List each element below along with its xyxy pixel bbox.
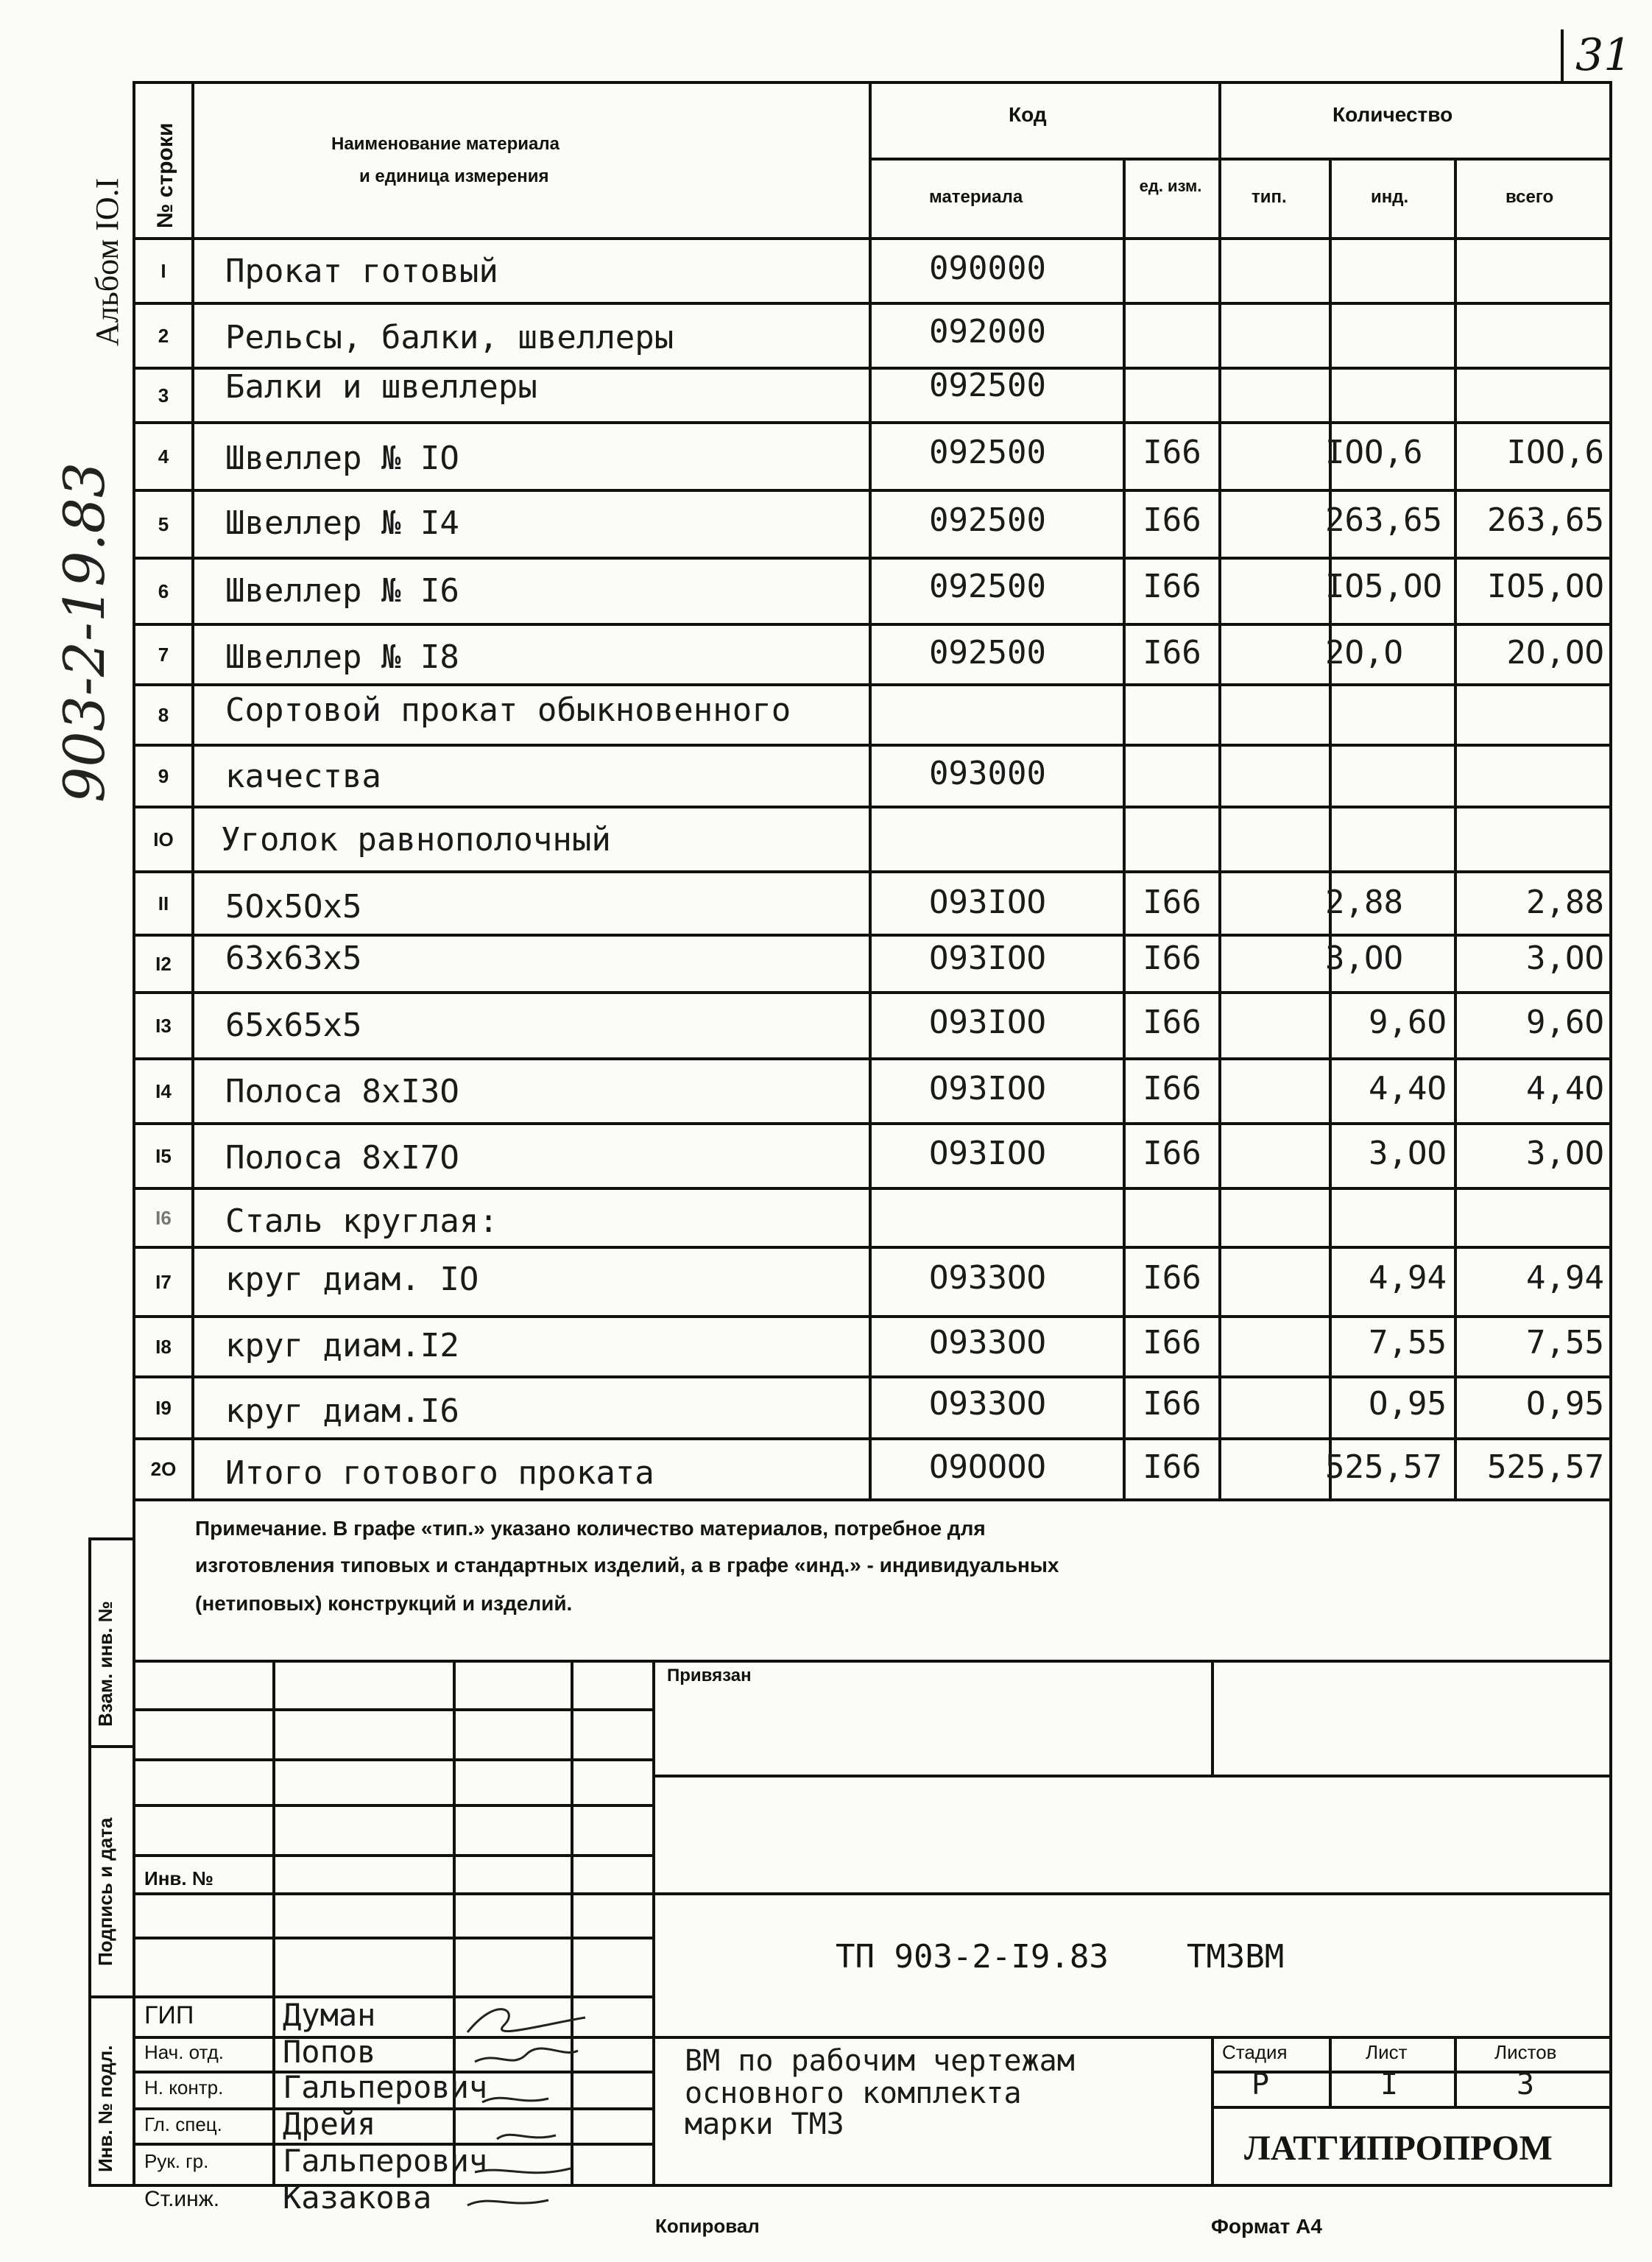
title-line: основного комплекта <box>685 2076 1022 2110</box>
unit-code: I66 <box>1143 1258 1201 1297</box>
qty-total: 9,6O <box>1526 1003 1604 1041</box>
material-code: 092500 <box>929 433 1046 471</box>
unit-code: I66 <box>1143 1134 1201 1172</box>
role-label: Н. контр. <box>144 2076 224 2099</box>
qty-ind: 9,6O <box>1369 1003 1447 1041</box>
row-number: I4 <box>155 1079 172 1102</box>
document-code: ТП 903-2-I9.83 ТМЗВМ <box>836 1938 1285 1976</box>
row-number: 9 <box>158 764 169 787</box>
signatures-graphic <box>453 1981 600 2216</box>
qty-ind: 7,55 <box>1369 1323 1447 1361</box>
header-qty-total: всего <box>1505 187 1554 207</box>
row-number: 3 <box>158 384 169 406</box>
unit-code: I66 <box>1143 1003 1201 1041</box>
qty-ind: 4,94 <box>1369 1258 1447 1297</box>
qty-total: 2,88 <box>1526 883 1604 921</box>
unit-code: I66 <box>1143 633 1201 672</box>
header-qty-ind: инд. <box>1371 187 1409 207</box>
row-number: I5 <box>155 1144 172 1167</box>
material-code: 092000 <box>929 312 1046 350</box>
qty-total: IOO,6 <box>1506 433 1604 471</box>
row-number: 6 <box>158 579 169 602</box>
sheet-value: I <box>1380 2068 1399 2101</box>
qty-total: 525,57 <box>1487 1448 1604 1486</box>
material-name: круг диам. IO <box>225 1260 479 1298</box>
sheets-value: 3 <box>1517 2068 1535 2101</box>
role-label: Ст.инж. <box>144 2187 220 2211</box>
qty-total: IO5,OO <box>1487 567 1604 605</box>
qty-ind: 263,65 <box>1325 501 1442 539</box>
row-number: 7 <box>158 643 169 666</box>
organization-name: ЛАТГИПРОПРОМ <box>1244 2129 1553 2168</box>
qty-ind: O,95 <box>1369 1384 1447 1423</box>
material-name: круг диам.I2 <box>225 1326 459 1364</box>
unit-code: I66 <box>1143 1069 1201 1107</box>
unit-code: I66 <box>1143 939 1201 977</box>
signatory-name: Думан <box>283 1997 376 2033</box>
header-code-unit: ед. изм. <box>1139 177 1202 195</box>
material-code: 092500 <box>929 633 1046 672</box>
qty-ind: IOO,6 <box>1325 433 1423 471</box>
album-label: Альбом IO.I <box>89 177 125 346</box>
sheet-label: Лист <box>1366 2041 1408 2063</box>
qty-total: 2O,OO <box>1506 633 1604 672</box>
header-qty-typ: тип. <box>1252 187 1287 207</box>
title-line: ВМ по рабочим чертежам <box>685 2044 1075 2078</box>
note-line: изготовления типовых и стандартных изделий, а в графе «инд.» - индивидуальных <box>195 1554 1059 1576</box>
signatory-name: Гальперович <box>283 2069 488 2105</box>
material-code: O93IOO <box>929 1003 1046 1041</box>
role-label: ГИП <box>144 2001 194 2029</box>
format-label: Формат А4 <box>1211 2215 1322 2238</box>
header-name-line2: и единица измерения <box>359 166 549 186</box>
qty-total: 263,65 <box>1487 501 1604 539</box>
qty-total: O,95 <box>1526 1384 1604 1423</box>
material-name: Швеллер № I4 <box>225 504 459 542</box>
header-code: Код <box>1009 103 1047 126</box>
header-quantity: Количество <box>1332 103 1453 126</box>
unit-code: I66 <box>1143 1323 1201 1361</box>
material-code: 090000 <box>929 249 1046 287</box>
row-number: I9 <box>155 1396 172 1419</box>
qty-total: 3,OO <box>1526 1134 1604 1172</box>
inv-no-label: Инв. № <box>144 1867 213 1889</box>
qty-ind: IO5,OO <box>1325 567 1442 605</box>
material-name: Прокат готовый <box>225 252 498 290</box>
material-name: Итого готового проката <box>225 1454 654 1492</box>
privyazan-label: Привязан <box>667 1666 752 1685</box>
qty-ind: 2,88 <box>1325 883 1403 921</box>
qty-ind: 525,57 <box>1325 1448 1442 1486</box>
material-code: 093000 <box>929 754 1046 792</box>
handwritten-code: 903-2-19.83 <box>52 462 117 803</box>
unit-code: I66 <box>1143 883 1201 921</box>
inv-podl-label: Инв. № подл. <box>94 2045 116 2172</box>
material-name: Полоса 8хI3O <box>225 1072 459 1110</box>
unit-code: I66 <box>1143 1384 1201 1423</box>
signature-date-label: Подпись и дата <box>94 1817 116 1966</box>
unit-code: I66 <box>1143 567 1201 605</box>
material-name: Рельсы, балки, швеллеры <box>225 318 674 356</box>
material-code: O93IOO <box>929 883 1046 921</box>
material-name: 5Ох5Ох5 <box>225 887 362 926</box>
role-label: Гл. спец. <box>144 2113 222 2135</box>
row-number: 2O <box>150 1458 177 1480</box>
material-code: O93IOO <box>929 939 1046 977</box>
note-line: Примечание. В графе «тип.» указано количество материалов, потребное для <box>195 1517 986 1540</box>
qty-ind: 4,4O <box>1369 1069 1447 1107</box>
page-number: 31 <box>1575 29 1632 81</box>
material-name: Сталь круглая: <box>225 1202 498 1240</box>
material-code: 092500 <box>929 567 1046 605</box>
qty-total: 4,94 <box>1526 1258 1604 1297</box>
material-name: Полоса 8хI7O <box>225 1138 459 1177</box>
qty-total: 7,55 <box>1526 1323 1604 1361</box>
row-number: 5 <box>158 512 169 535</box>
material-name: круг диам.I6 <box>225 1392 459 1430</box>
material-name: 63х63х5 <box>225 939 362 977</box>
row-number: 4 <box>158 445 169 468</box>
material-code: 092500 <box>929 366 1046 404</box>
unit-code: I66 <box>1143 1448 1201 1486</box>
signatory-row <box>144 2001 194 2030</box>
material-name: 65х65х5 <box>225 1006 362 1044</box>
material-code: O93IOO <box>929 1134 1046 1172</box>
qty-total: 4,4O <box>1526 1069 1604 1107</box>
signatory-name: Попов <box>283 2034 376 2070</box>
row-number: 8 <box>158 703 169 726</box>
unit-code: I66 <box>1143 501 1201 539</box>
material-name: Балки и швеллеры <box>225 367 537 406</box>
title-line: марки ТМЗ <box>685 2107 844 2141</box>
stage-value: Р <box>1252 2068 1270 2101</box>
role-label: Нач. отд. <box>144 2041 224 2063</box>
copied-label: Копировал <box>655 2215 760 2237</box>
signatory-name: Казакова <box>283 2180 432 2216</box>
material-name: Швеллер № I8 <box>225 638 459 676</box>
sheets-label: Листов <box>1494 2041 1557 2063</box>
qty-ind: 3,OO <box>1369 1134 1447 1172</box>
header-code-material: материала <box>929 187 1023 207</box>
material-code: O9OOOO <box>929 1448 1046 1486</box>
role-label: Рук. гр. <box>144 2150 209 2172</box>
material-code: 092500 <box>929 501 1046 539</box>
header-name-line1: Наименование материала <box>331 134 560 154</box>
row-number: IO <box>153 828 174 850</box>
material-code: O933OO <box>929 1323 1046 1361</box>
qty-ind: 3,OO <box>1325 939 1403 977</box>
material-name: Уголок равнополочный <box>221 820 611 859</box>
material-code: O933OO <box>929 1258 1046 1297</box>
row-number: I <box>160 259 166 282</box>
row-number: I2 <box>155 952 172 975</box>
note-line: (нетиповых) конструкций и изделий. <box>195 1592 573 1615</box>
material-code: O933OO <box>929 1384 1046 1423</box>
row-number: I3 <box>155 1014 172 1037</box>
row-number: I8 <box>155 1335 172 1358</box>
row-number: II <box>158 892 169 915</box>
signatory-name: Гальперович <box>283 2143 488 2179</box>
qty-ind: 2O,O <box>1325 633 1403 672</box>
material-name: Сортовой прокат обыкновенного <box>225 691 791 729</box>
row-number: 2 <box>158 324 169 347</box>
header-row-no: № строки <box>153 122 177 228</box>
row-number: I7 <box>155 1270 172 1293</box>
qty-total: 3,OO <box>1526 939 1604 977</box>
signatory-name: Дрейя <box>283 2106 376 2142</box>
material-name: Швеллер № I6 <box>225 571 459 610</box>
material-code: O93IOO <box>929 1069 1046 1107</box>
material-name: Швеллер № IO <box>225 439 459 477</box>
row-number: I6 <box>155 1206 172 1229</box>
vzam-inv-label: Взам. инв. № <box>94 1601 116 1727</box>
material-name: качества <box>225 757 381 795</box>
stage-label: Стадия <box>1222 2041 1288 2063</box>
unit-code: I66 <box>1143 433 1201 471</box>
